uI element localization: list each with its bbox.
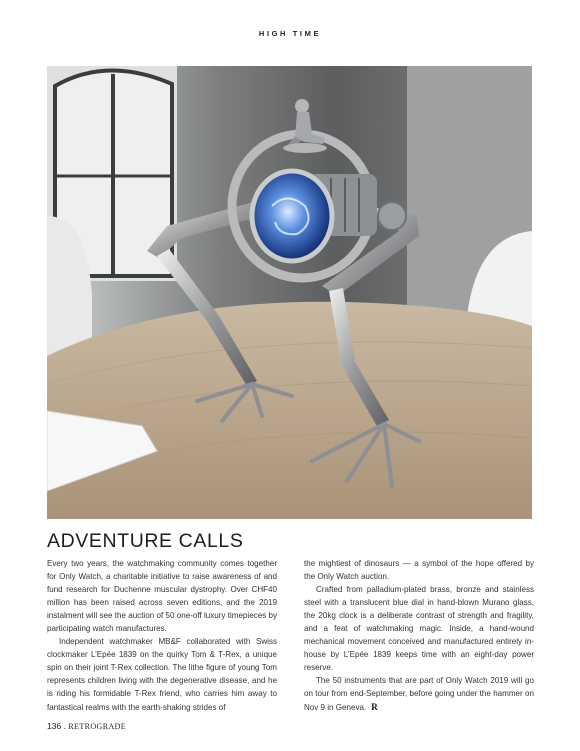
section-header: HIGH TIME xyxy=(258,29,322,38)
end-mark-icon: R xyxy=(371,701,378,712)
article-headline: ADVENTURE CALLS xyxy=(47,530,244,552)
magazine-name: RETROGRADE xyxy=(68,722,127,731)
paragraph-last xyxy=(304,674,534,713)
article-column-right xyxy=(304,557,534,714)
page-footer xyxy=(47,721,126,731)
paragraph: Every two years, the watchmaking community comes together for Only Watch, a charitable initiative to raise awareness of and fund research for Duchenne muscular dystrophy. Over CHF40 million has been raised across seven editions, and the 2019 instalment will see the auction of 50 one-off luxury timepieces by participating watch manufactures. xyxy=(47,559,277,634)
paragraph: Independent watchmaker MB&F collaborated with Swiss clockmaker L’Epée 1839 on the quirky Tom & T-Rex, a unique spin on their joint T-Rex collection. The lithe figure of young Tom represents children living with the degenerative disease, and he is riding his formidable T-Rex friend, who carries him away to fantastical realms with the earth-shaking strides of xyxy=(47,637,277,712)
article-column-left xyxy=(47,557,277,714)
t-rex-clock-illustration xyxy=(47,66,532,519)
paragraph-text: The 50 instruments that are part of Only Watch 2019 will go on tour from end-September, before going under the hammer on Nov 9 in Geneva. xyxy=(304,676,534,712)
hero-photo xyxy=(47,66,532,519)
page-number: 136 xyxy=(47,721,62,731)
folio-separator: . xyxy=(63,721,66,731)
paragraph: Crafted from palladium-plated brass, bronze and stainless steel with a translucent blue dial in hand-blown Murano glass, the 20kg clock is a deliberate contrast of strength and fragility, and a feat of watchmaking magic. Inside, a hand-wound mechanical movement conceived and manufactured entirely in-house by L’Epée 1839 keeps time with an eight-day power reserve. xyxy=(304,585,534,673)
paragraph: the mightiest of dinosaurs — a symbol of the hope offered by the Only Watch auction. xyxy=(304,559,534,582)
